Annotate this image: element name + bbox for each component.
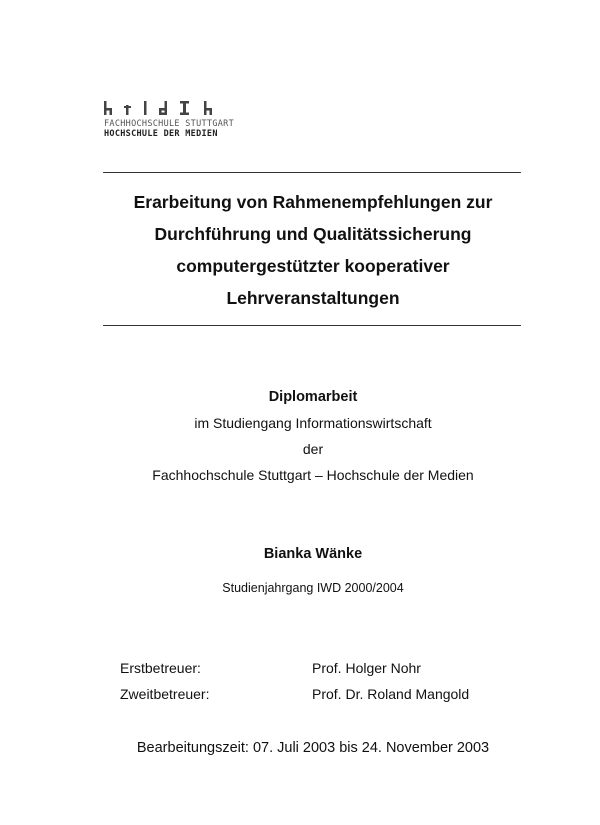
supervisors-list <box>120 655 469 707</box>
supervisor-name: Prof. Holger Nohr <box>312 660 421 676</box>
work-period: Bearbeitungszeit: 07. Juli 2003 bis 24. November 2003 <box>136 740 490 756</box>
study-program: im Studiengang Informationswirtschaft <box>194 415 432 431</box>
supervisor-name: Prof. Dr. Roland Mangold <box>312 686 470 702</box>
logo-line-hochschule: HOCHSCHULE DER MEDIEN <box>104 129 218 139</box>
author-name: Bianka Wänke <box>263 546 363 562</box>
supervisor-role: Erstbetreuer: <box>120 660 201 676</box>
logo-line-fachhochschule: FACHHOCHSCHULE STUTTGART <box>104 119 235 129</box>
title-line: Erarbeitung von Rahmenempfehlungen zur <box>133 192 493 212</box>
title-line: Durchführung und Qualitätssicherung <box>154 224 472 244</box>
title-bottom-divider <box>103 325 521 326</box>
institution-name: Fachhochschule Stuttgart – Hochschule der Medien <box>152 467 474 483</box>
supervisor-row <box>120 681 469 707</box>
university-logo <box>104 100 274 139</box>
title-top-divider <box>103 172 521 173</box>
title-line: computergestützter kooperativer <box>176 256 450 276</box>
supervisor-role: Zweitbetreuer: <box>120 686 210 702</box>
title-line: Lehrveranstaltungen <box>226 288 400 308</box>
author-cohort: Studienjahrgang IWD 2000/2004 <box>222 581 404 595</box>
thesis-type: Diplomarbeit <box>268 389 358 405</box>
supervisor-row <box>120 655 469 681</box>
thesis-info <box>60 384 566 488</box>
connector-text: der <box>302 441 324 457</box>
hdm-logo-icon <box>104 100 224 116</box>
thesis-title <box>60 186 566 314</box>
